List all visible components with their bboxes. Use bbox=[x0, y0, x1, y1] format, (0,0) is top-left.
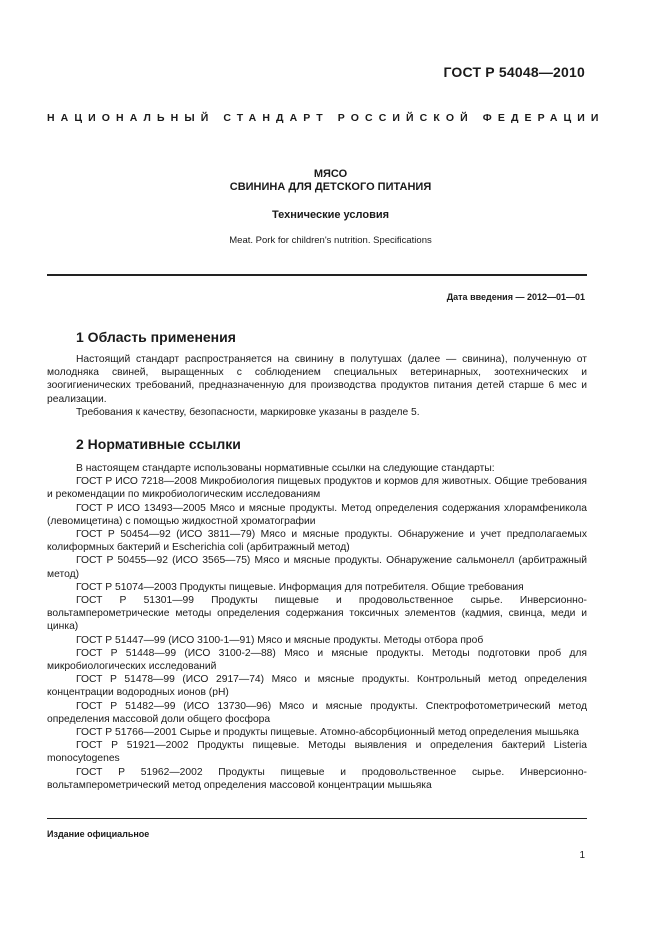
scope-text bbox=[47, 353, 587, 419]
references-text bbox=[47, 462, 587, 792]
section-heading-references: 2 Нормативные ссылки bbox=[76, 436, 241, 452]
reference-item: ГОСТ Р 51962—2002 Продукты пищевые и продовольственное сырье. Инверсионно-вольтамперометрический метод определения массовой концентрации мышьяка bbox=[47, 766, 587, 791]
title-subtitle: Технические условия bbox=[271, 209, 390, 221]
reference-item: ГОСТ Р 51301—99 Продукты пищевые и продовольственное сырье. Инверсионно-вольтамперометрические методы определения содержания токсичных элементов (кадмия, свинца, меди и цинка) bbox=[47, 595, 587, 633]
edition-label: Издание официальное bbox=[47, 829, 150, 839]
reference-item: ГОСТ Р 51074—2003 Продукты пищевые. Информация для потребителя. Общие требования bbox=[76, 581, 524, 593]
reference-item: ГОСТ Р 51448—99 (ИСО 3100-2—88) Мясо и мясные продукты. Методы подготовки проб для микробиологических исследований bbox=[47, 647, 587, 673]
title-line-1: МЯСО bbox=[313, 168, 348, 180]
reference-item: ГОСТ Р 51447—99 (ИСО 3100-1—91) Мясо и мясные продукты. Методы отбора проб bbox=[76, 634, 484, 646]
paragraph: Требования к качеству, безопасности, маркировке указаны в разделе 5. bbox=[76, 406, 420, 418]
reference-item: ГОСТ Р ИСО 7218—2008 Микробиология пищевых продуктов и кормов для животных. Общие требования и рекомендации по микробиологическим исследованиям bbox=[47, 476, 587, 501]
reference-item: ГОСТ Р 51921—2002 Продукты пищевые. Методы выявления и определения бактерий Listeria monocytogenes bbox=[47, 740, 587, 765]
reference-item: ГОСТ Р ИСО 13493—2005 Мясо и мясные продукты. Метод определения содержания хлорамфеникола (левомицетина) с помощью жидкостной хроматографии bbox=[47, 502, 587, 527]
introduction-date: Дата введения — 2012—01—01 bbox=[446, 292, 585, 302]
page-number: 1 bbox=[579, 850, 585, 861]
section-heading-scope: 1 Область применения bbox=[76, 329, 236, 345]
reference-item: ГОСТ Р 50454—92 (ИСО 3811—79) Мясо и мясные продукты. Обнаружение и учет предполагаемых колиформных бактерий и Escherichia coli (арбитражный метод) bbox=[47, 529, 587, 554]
paragraph: В настоящем стандарте использованы нормативные ссылки на следующие стандарты: bbox=[76, 463, 495, 474]
paragraph: Настоящий стандарт распространяется на свинину в полутушах (далее — свинина), полученную от молодняка свиней, выращенных с соблюдением специальных ветеринарных, зоотехнических и зоогигиенических требований, предназначенную для производства продуктов питания детей старше 6 мес и реализации. bbox=[47, 354, 587, 405]
title-line-2: СВИНИНА ДЛЯ ДЕТСКОГО ПИТАНИЯ bbox=[229, 181, 432, 193]
reference-item: ГОСТ Р 51482—99 (ИСО 13730—96) Мясо и мясные продукты. Спектрофотометрический метод определения массовой доли общего фосфора bbox=[47, 700, 587, 725]
title-english: Meat. Pork for children's nutrition. Specifications bbox=[229, 235, 432, 246]
title-divider bbox=[47, 274, 587, 276]
reference-item: ГОСТ Р 50455—92 (ИСО 3565—75) Мясо и мясные продукты. Обнаружение сальмонелл (арбитражный метод) bbox=[47, 555, 587, 580]
document-code: ГОСТ Р 54048—2010 bbox=[443, 64, 585, 80]
reference-item: ГОСТ Р 51478—99 (ИСО 2917—74) Мясо и мясные продукты. Контрольный метод определения концентрации водородных ионов (рН) bbox=[47, 674, 587, 699]
national-standard-banner: НАЦИОНАЛЬНЫЙ СТАНДАРТ РОССИЙСКОЙ ФЕДЕРАЦИИ bbox=[47, 112, 605, 124]
footer-divider bbox=[47, 818, 587, 819]
reference-item: ГОСТ Р 51766—2001 Сырье и продукты пищевые. Атомно-абсорбционный метод определения мышьяка bbox=[76, 727, 579, 739]
